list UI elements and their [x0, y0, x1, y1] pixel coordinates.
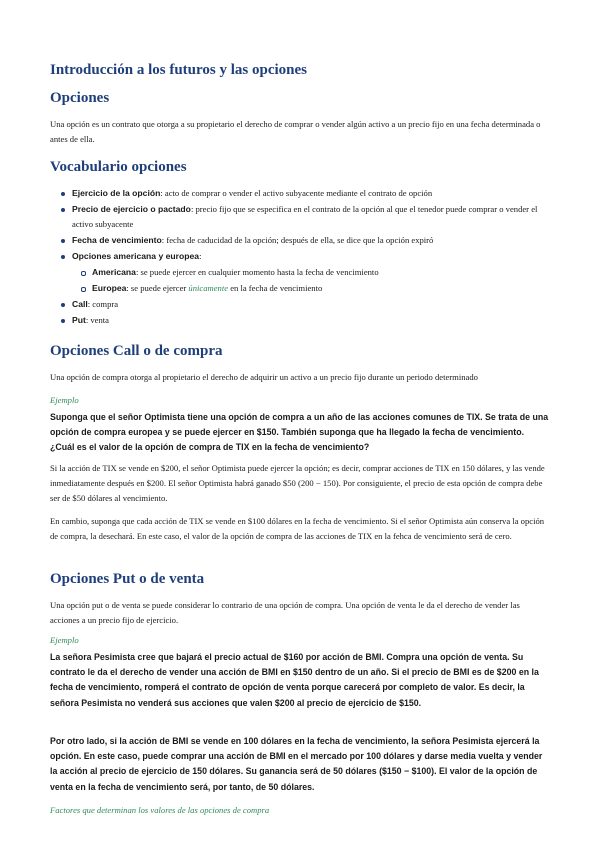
list-item: Fecha de vencimiento: fecha de caducidad de la opción; después de ella, se dice que la opción expiró	[60, 233, 550, 248]
call-paragraph-2: En cambio, suponga que cada acción de TIX se vende en $100 dólares en la fecha de vencimiento. Si el señor Optimista aún conserva la opción de compra, la desechará. En este caso, el valor de la opción de compra de las acciones de TIX en la fehca de vencimiento será de cero.	[50, 516, 545, 541]
heading-vocabulario: Vocabulario opciones	[50, 159, 187, 175]
put-example-1: La señora Pesimista cree que bajará el precio actual de $160 por acción de BMI. Compra una opción de venta. Su contrato le da el derecho de vender una acción de BMI en $150 dentro de un año. Si el precio de BMI es de $200 en la fecha de vencimiento, romperá el contrato de opción de venta porque carecerá por completo de valor. Es decir, la señora Pesimista no venderá sus acciones que valen $200 al precio de ejercicio de $150.	[50, 652, 539, 708]
put-example-label: Ejemplo	[50, 635, 79, 645]
put-example-2: Por otro lado, si la acción de BMI se vende en 100 dólares en la fecha de vencimiento, la señora Pesimista ejercerá la opción. En este caso, puede comprar una acción de BMI en el mercado por 100 dólares y darse media vuelta y vender la acción al precio de ejercicio de 150 dólares. Su ganancia será de 50 dólares ($150 − $100). El valor de la opción de venta en la fecha de vencimiento será, por tanto, de 50 dólares.	[50, 736, 543, 792]
list-item: Put: venta	[60, 313, 550, 328]
vocabulario-list	[60, 186, 550, 329]
list-item: Opciones americana y europea: Americana: se puede ejercer en cualquier momento hasta la fecha de vencimiento Europea: se puede ejercer únicamente en la fecha de vencimiento	[60, 249, 550, 296]
call-text: Una opción de compra otorga al propietario el derecho de adquirir un activo a un precio fijo durante un periodo determinado	[50, 372, 478, 382]
call-example: Suponga que el señor Optimista tiene una opción de compra a un año de las acciones comunes de TIX. Se trata de una opción de compra europea y se puede ejercer en $150. También suponga que ha llegado la fecha de vencimiento. ¿Cuál es el valor de la opción de compra de TIX en la fecha de vencimiento?	[50, 412, 549, 453]
heading-call: Opciones Call o de compra	[50, 343, 223, 359]
list-item: Call: compra	[60, 297, 550, 312]
sublist-tipos	[72, 265, 570, 296]
call-example-label: Ejemplo	[50, 395, 79, 405]
opciones-text: Una opción es un contrato que otorga a su propietario el derecho de comprar o vender algún activo a un precio fijo en una fecha determinada o antes de ella.	[50, 119, 541, 144]
list-item: Ejercicio de la opción: acto de comprar o vender el activo subyacente mediante el contrato de opción	[60, 186, 550, 201]
document-title: Introducción a los futuros y las opciones	[50, 62, 307, 78]
list-item: Europea: se puede ejercer únicamente en la fecha de vencimiento	[80, 281, 570, 296]
footer-link[interactable]: Factores que determinan los valores de las opciones de compra	[50, 805, 270, 815]
heading-opciones: Opciones	[50, 90, 110, 106]
call-paragraph-1: Si la acción de TIX se vende en $200, el señor Optimista puede ejercer la opción; es decir, comprar acciones de TIX en 150 dólares, y las vende inmediatamente después en $200. El señor Optimista habrá ganado $50 (200 − 150). Por consiguiente, el precio de esta opción de compra debe ser de $50 dólares al vencimiento.	[50, 463, 545, 503]
list-item: Americana: se puede ejercer en cualquier momento hasta la fecha de vencimiento	[80, 265, 570, 280]
list-item: Precio de ejercicio o pactado: precio fijo que se especifica en el contrato de la opción al que el tenedor puede comprar o vender el activo subyacente	[60, 202, 550, 232]
heading-put: Opciones Put o de venta	[50, 571, 205, 587]
put-text: Una opción put o de venta se puede considerar lo contrario de una opción de compra. Una opción de venta le da el derecho de vender las acciones a un precio fijo de ejercicio.	[50, 600, 520, 625]
